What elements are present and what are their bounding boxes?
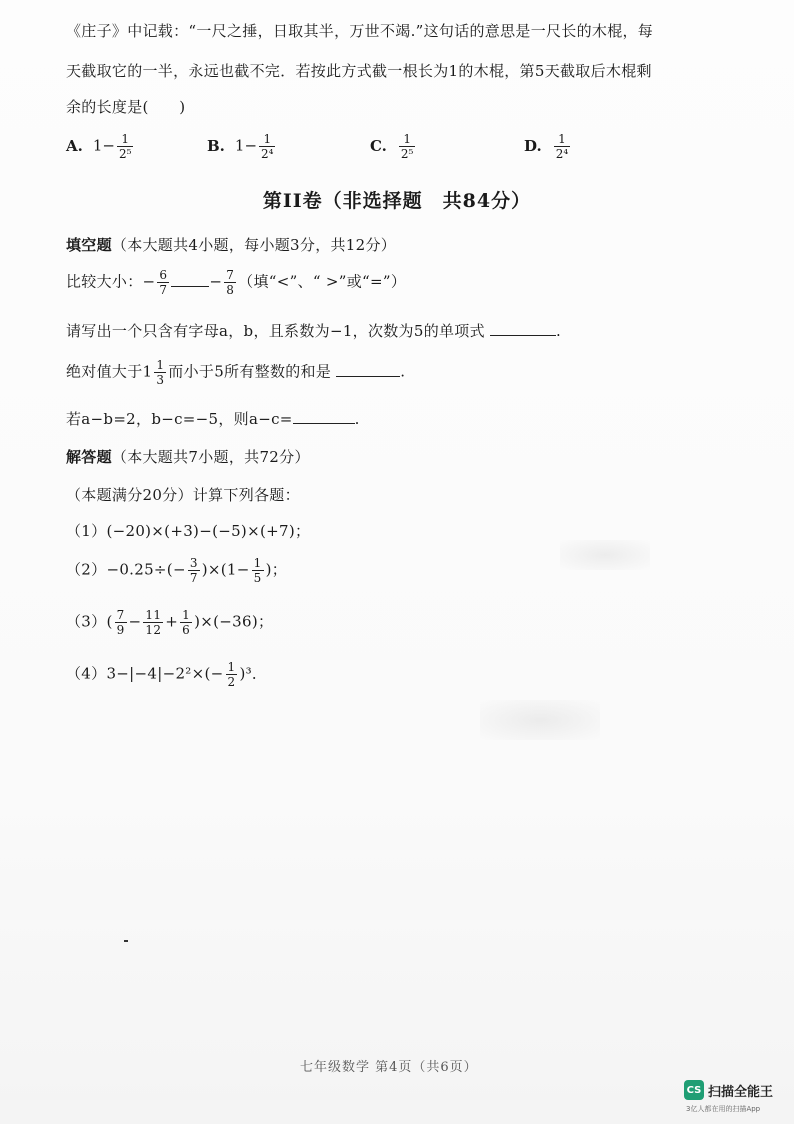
option-a: A. 1− $\frac{1}{\text{2⁵}}$ <box>66 132 132 161</box>
solve-item-1: （1）(−20)×(+3)−(−5)×(+7)； <box>66 522 311 540</box>
fill-q1: 比较大小：− $\frac{6}{7}$ − $\frac{7}{8}$ （填“<”、“ >”或“=”） <box>66 268 407 297</box>
answer-blank[interactable] <box>293 423 355 424</box>
solve-intro: （本题满分20分）计算下列各题： <box>66 486 300 504</box>
question-text-line3: 余的长度是( ) <box>66 98 186 116</box>
answer-blank[interactable] <box>490 335 556 336</box>
answer-blank[interactable] <box>336 376 400 377</box>
fill-q3: 绝对值大于1 $\frac{1}{3}$ 而小于5所有整数的和是 . <box>66 358 406 387</box>
question-text-line2: 天截取它的一半，永远也截不完．若按此方式截一根长为1的木棍，第5天截取后木棍剩 <box>66 62 652 80</box>
option-d: D. $\frac{1}{\text{2⁴}}$ <box>524 132 569 161</box>
solve-item-2: （2）−0.25÷(− $\frac{3}{7}$ )×(1− $\frac{1}{5}$ )； <box>66 556 288 585</box>
solve-item-4: （4）3−|−4|−2²×(− $\frac{1}{2}$ )³． <box>66 660 268 689</box>
scan-speck <box>124 940 128 942</box>
page-footer: 七年级数学 第4页（共6页） <box>300 1060 478 1075</box>
solve-section-header: 解答题（本大题共7小题，共72分） <box>66 448 310 466</box>
option-c: C. $\frac{1}{\text{2⁵}}$ <box>370 132 414 161</box>
cs-logo-icon: CS <box>684 1080 704 1100</box>
scanner-app-name: 扫描全能王 <box>708 1084 774 1100</box>
question-text-line1: 《庄子》中记载：“一尺之捶，日取其半，万世不竭.”这句话的意思是一尺长的木棍，每 <box>66 22 654 40</box>
section-title: 第II卷（非选择题 共84分） <box>262 190 532 212</box>
option-b: B. 1− $\frac{1}{\text{2⁴}}$ <box>207 132 274 161</box>
scanner-watermark <box>684 1080 773 1100</box>
solve-item-3: （3）( $\frac{7}{9}$ − $\frac{11}{12}$ + $\frac{1}{6}$ )×(−36)； <box>66 608 274 637</box>
fill-section-header: 填空题（本大题共4小题，每小题3分，共12分） <box>66 236 397 254</box>
scanner-app-tagline: 3亿人都在用的扫描App <box>686 1105 761 1113</box>
fill-q2: 请写出一个只含有字母a，b，且系数为−1，次数为5的单项式 . <box>66 322 562 340</box>
answer-blank[interactable] <box>171 286 209 287</box>
fill-q4: 若a−b=2，b−c=−5，则a−c= . <box>66 410 360 428</box>
